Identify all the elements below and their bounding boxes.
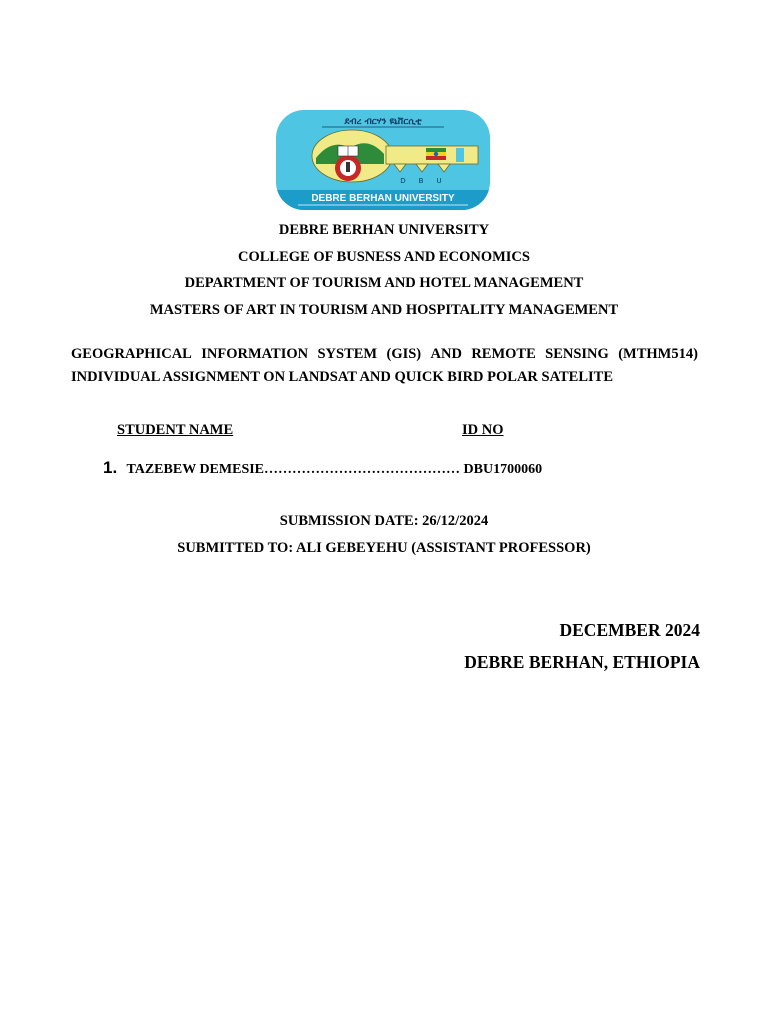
logo-initial-u: U — [436, 177, 442, 185]
college-name: COLLEGE OF BUSNESS AND ECONOMICS — [238, 248, 530, 265]
submission-date: SUBMISSION DATE: 26/12/2024 — [279, 513, 489, 529]
course-title-word: SENSING — [545, 346, 609, 362]
course-title-word: SYSTEM — [317, 346, 378, 362]
course-title-word: AND — [430, 346, 462, 362]
student-row-number: 1. — [103, 458, 118, 477]
program-name: MASTERS OF ART IN TOURISM AND HOSPITALITY MANAGEMENT — [149, 301, 619, 318]
leader-dots: …………………………………… — [264, 462, 461, 477]
course-title-word: INFORMATION — [201, 346, 309, 362]
course-title — [71, 343, 698, 389]
course-title-word: REMOTE — [471, 346, 536, 362]
logo-university-name: DEBRE BERHAN UNIVERSITY — [311, 193, 455, 204]
student-id: DBU1700060 — [463, 462, 543, 477]
university-name: DEBRE BERHAN UNIVERSITY — [278, 222, 490, 238]
logo-amharic-text: ደብረ ብርሃን ዩኒቨርሲቲ — [344, 117, 422, 127]
institution-header — [0, 220, 768, 326]
logo-emblem — [276, 110, 490, 210]
footer-date: DECEMBER 2024 — [559, 620, 700, 640]
logo-initial-b: B — [418, 177, 424, 185]
student-row — [103, 458, 542, 478]
university-logo — [276, 110, 490, 210]
date-place-footer — [464, 619, 700, 683]
student-name: TAZEBEW DEMESIE — [126, 462, 265, 477]
id-number-header: ID NO — [462, 422, 504, 438]
footer-place: DEBRE BERHAN, ETHIOPIA — [464, 652, 700, 672]
submission-info — [0, 511, 768, 565]
logo-initial-d: D — [400, 177, 406, 185]
student-name-header: STUDENT NAME — [117, 422, 234, 438]
course-title-line-1 — [71, 343, 698, 366]
course-title-word: GEOGRAPHICAL — [71, 346, 192, 362]
course-code: (MTHM514) — [618, 346, 698, 362]
department-name: DEPARTMENT OF TOURISM AND HOTEL MANAGEMENT — [184, 275, 584, 291]
course-title-line-2: INDIVIDUAL ASSIGNMENT ON LANDSAT AND QUICK BIRD POLAR SATELITE — [71, 369, 613, 385]
submitted-to: SUBMITTED TO: ALI GEBEYEHU (ASSISTANT PROFESSOR) — [177, 540, 591, 556]
course-title-word: (GIS) — [386, 346, 422, 362]
